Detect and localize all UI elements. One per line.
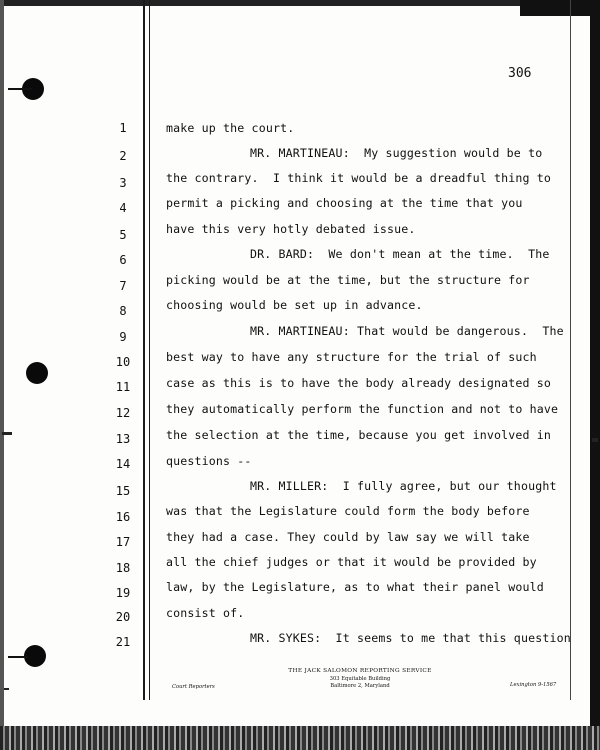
- scan-speck: [592, 438, 598, 442]
- line-number: 14: [115, 457, 131, 471]
- margin-rule-inner: [149, 0, 150, 700]
- reporter-footer: [150, 668, 570, 708]
- transcript-line: DR. BARD: We don't mean at the time. The: [250, 247, 550, 261]
- scan-border-right: [590, 0, 600, 750]
- transcript-line: best way to have any structure for the trial of such: [166, 350, 537, 364]
- transcript-line: picking would be at the time, but the structure for: [166, 273, 530, 287]
- line-number: 9: [119, 330, 127, 344]
- scan-border-left: [0, 0, 4, 750]
- margin-rule-right: [570, 0, 571, 700]
- transcript-line: consist of.: [166, 606, 245, 620]
- transcript-line: the contrary. I think it would be a dreadful thing to: [166, 171, 552, 185]
- transcript-line: the selection at the time, because you get involved in: [166, 428, 552, 442]
- line-number: 3: [119, 176, 127, 190]
- line-number: 16: [115, 510, 131, 524]
- line-number: 21: [115, 635, 131, 649]
- transcript-line: permit a picking and choosing at the time that you: [166, 196, 523, 210]
- footer-left-label: Court Reporters: [172, 684, 215, 690]
- line-number: 18: [115, 561, 131, 575]
- line-number: 19: [115, 586, 131, 600]
- scan-speck: [2, 432, 12, 435]
- line-number: 5: [119, 228, 127, 242]
- reporting-service-city: Baltimore 2, Maryland: [330, 683, 390, 689]
- punch-hole-mark: [8, 656, 28, 658]
- scan-border-top: [0, 0, 600, 6]
- transcript-line: they had a case. They could by law say we will take: [166, 530, 530, 544]
- transcript-line: all the chief judges or that it would be provided by: [166, 555, 537, 569]
- punch-hole-mark: [8, 88, 32, 90]
- line-number: 11: [115, 380, 131, 394]
- punch-hole-middle: [26, 362, 48, 384]
- line-number: 2: [119, 149, 127, 163]
- line-number: 8: [119, 304, 127, 318]
- transcript-line: MR. MARTINEAU: My suggestion would be to: [250, 146, 543, 160]
- transcript-line: law, by the Legislature, as to what their panel would: [166, 580, 544, 594]
- line-number: 7: [119, 279, 127, 293]
- transcript-line: MR. MILLER: I fully agree, but our thought: [250, 479, 557, 493]
- transcript-line: make up the court.: [166, 121, 295, 135]
- transcript-line: choosing would be set up in advance.: [166, 298, 423, 312]
- line-number: 20: [115, 610, 131, 624]
- line-number: 4: [119, 201, 127, 215]
- transcript-line: have this very hotly debated issue.: [166, 222, 416, 236]
- footer-phone: Lexington 9-1567: [510, 682, 557, 688]
- scan-speck: [4, 688, 9, 690]
- line-number: 15: [115, 484, 131, 498]
- transcript-line: they automatically perform the function and not to have: [166, 402, 559, 416]
- transcript-line: MR. SYKES: It seems to me that this question: [250, 631, 571, 645]
- reporting-service-name: THE JACK SALOMON REPORTING SERVICE: [288, 668, 432, 674]
- line-number: 1: [119, 121, 127, 135]
- transcript-line: case as this is to have the body already designated so: [166, 376, 552, 390]
- page-number: 306: [508, 66, 532, 81]
- transcript-line: MR. MARTINEAU: That would be dangerous. The: [250, 324, 564, 338]
- line-number: 6: [119, 253, 127, 267]
- scan-border-corner: [520, 0, 600, 16]
- line-number: 13: [115, 432, 131, 446]
- line-number: 12: [115, 406, 131, 420]
- reporting-service-address: 303 Equitable Building: [329, 676, 391, 682]
- scan-border-bottom: [0, 726, 600, 750]
- transcript-line: questions --: [166, 454, 252, 468]
- margin-rule-outer: [143, 0, 145, 700]
- line-number: 17: [115, 535, 131, 549]
- line-number: 10: [115, 355, 131, 369]
- transcript-line: was that the Legislature could form the body before: [166, 504, 530, 518]
